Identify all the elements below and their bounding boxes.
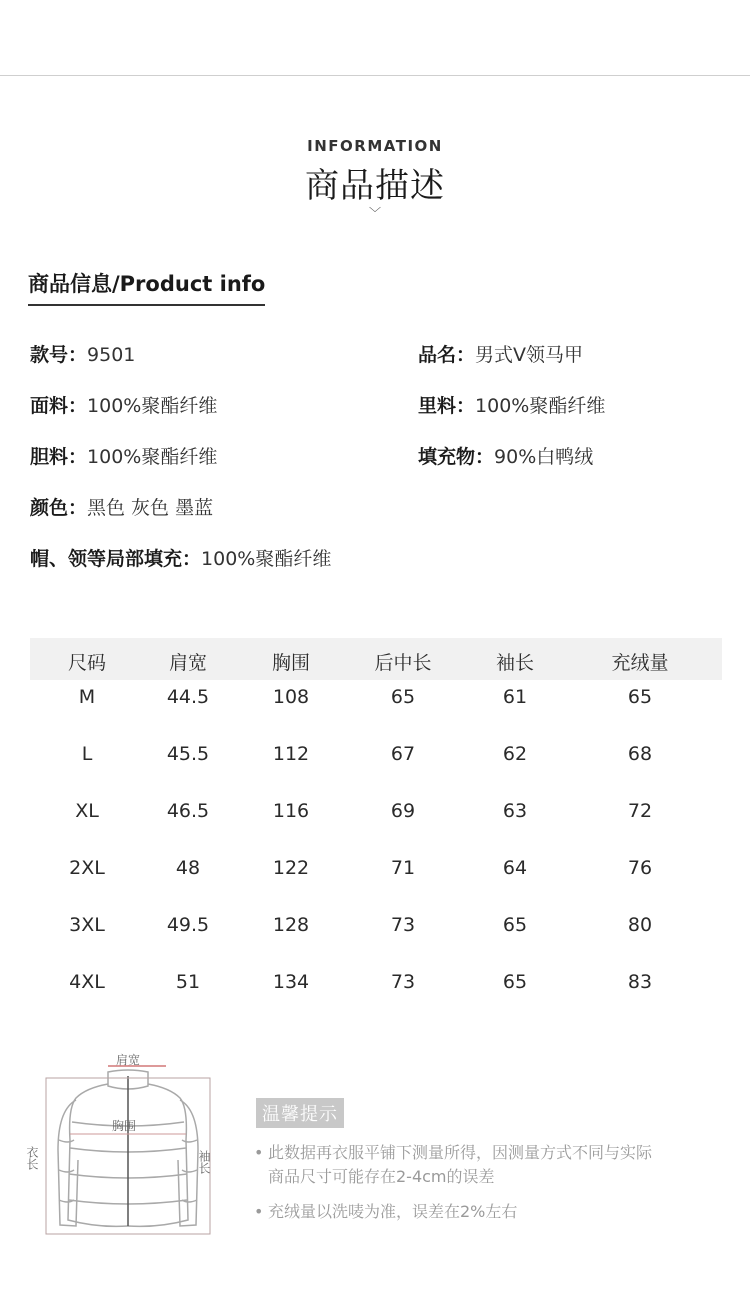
table-cell: 73 [390, 971, 416, 993]
table-cell: 44.5 [166, 686, 210, 708]
table-row [0, 857, 750, 887]
header-cell: 充绒量 [611, 652, 669, 674]
table-cell: 134 [272, 971, 310, 993]
bullet-icon: • [254, 1143, 264, 1162]
table-cell: 122 [272, 857, 310, 879]
table-cell: 108 [272, 686, 310, 708]
info-value: 100%聚酯纤维 [87, 446, 218, 468]
header-cell: 后中长 [374, 652, 432, 674]
table-cell: 65 [502, 971, 528, 993]
header-cell: 袖长 [495, 652, 534, 674]
table-cell: 112 [272, 743, 310, 765]
header-cell: 胸围 [271, 652, 310, 674]
table-cell: 64 [502, 857, 528, 879]
jacket-diagram [25, 1050, 228, 1240]
table-cell: 72 [627, 800, 653, 822]
info-lining [418, 391, 605, 418]
info-hood [30, 544, 331, 571]
info-name [418, 340, 583, 367]
info-fabric [30, 391, 217, 418]
table-cell: 76 [627, 857, 653, 879]
table-cell: XL [75, 800, 99, 822]
table-cell: 128 [272, 914, 310, 936]
table-row [0, 686, 750, 716]
table-cell: 61 [502, 686, 528, 708]
info-liner [30, 442, 217, 469]
table-cell: 116 [272, 800, 310, 822]
table-cell: L [81, 743, 93, 765]
info-label: 里料： [418, 395, 476, 417]
tip-item [254, 1141, 653, 1189]
length-label: 衣长 [25, 1146, 39, 1170]
table-cell: 62 [502, 743, 528, 765]
info-label: 胆料： [30, 446, 88, 468]
header-cell: 尺码 [67, 652, 106, 674]
chest-label: 胸围 [111, 1119, 137, 1133]
info-value: 男式V领马甲 [475, 344, 584, 366]
table-cell: 3XL [69, 914, 105, 936]
table-cell: 65 [502, 914, 528, 936]
info-label: 填充物： [418, 446, 495, 468]
info-value: 90%白鸭绒 [494, 446, 594, 468]
info-label: 帽、领等局部填充： [30, 548, 202, 570]
table-cell: 83 [627, 971, 653, 993]
tips-title: 温馨提示 [256, 1098, 344, 1128]
table-row [0, 971, 750, 1001]
info-value: 9501 [87, 344, 136, 366]
shoulder-label: 肩宽 [115, 1053, 141, 1067]
tip-text: 充绒量以洗唛为准，误差在2%左右 [268, 1202, 518, 1221]
table-cell: 46.5 [166, 800, 210, 822]
table-row [0, 914, 750, 944]
table-row [0, 743, 750, 773]
table-cell: 71 [390, 857, 416, 879]
table-cell: 80 [627, 914, 653, 936]
info-colors [30, 493, 213, 520]
section-title: 商品信息/Product info [28, 268, 265, 306]
info-value: 100%聚酯纤维 [87, 395, 218, 417]
table-cell: 73 [390, 914, 416, 936]
info-label: 款号： [30, 344, 88, 366]
table-row [0, 800, 750, 830]
table-cell: 51 [175, 971, 201, 993]
tip-text: 商品尺寸可能存在2-4cm的误差 [268, 1167, 495, 1186]
table-cell: 2XL [69, 857, 105, 879]
chevron-down-icon: ﹀ [368, 206, 381, 220]
info-style-no [30, 340, 135, 367]
info-value: 100%聚酯纤维 [201, 548, 332, 570]
info-value: 黑色 灰色 墨蓝 [87, 497, 214, 519]
top-divider [0, 75, 750, 76]
size-table-header-row [0, 648, 750, 678]
table-cell: 63 [502, 800, 528, 822]
table-cell: 65 [390, 686, 416, 708]
table-cell: 48 [175, 857, 201, 879]
sleeve-label: 袖长 [197, 1150, 211, 1174]
table-cell: 67 [390, 743, 416, 765]
info-label: 面料： [30, 395, 88, 417]
table-cell: 45.5 [166, 743, 210, 765]
table-cell: 4XL [69, 971, 105, 993]
table-cell: 49.5 [166, 914, 210, 936]
tip-text: 此数据再衣服平铺下测量所得，因测量方式不同与实际 [268, 1143, 653, 1162]
info-value: 100%聚酯纤维 [475, 395, 606, 417]
info-filling [418, 442, 593, 469]
table-cell: M [78, 686, 96, 708]
table-cell: 68 [627, 743, 653, 765]
tip-item [254, 1200, 518, 1224]
table-cell: 65 [627, 686, 653, 708]
bullet-icon: • [254, 1202, 264, 1221]
info-label: 品名： [418, 344, 476, 366]
table-cell: 69 [390, 800, 416, 822]
header-title: 商品描述 [305, 166, 445, 206]
header-english: INFORMATION [307, 137, 443, 155]
info-label: 颜色： [30, 497, 88, 519]
header-cell: 肩宽 [168, 652, 207, 674]
